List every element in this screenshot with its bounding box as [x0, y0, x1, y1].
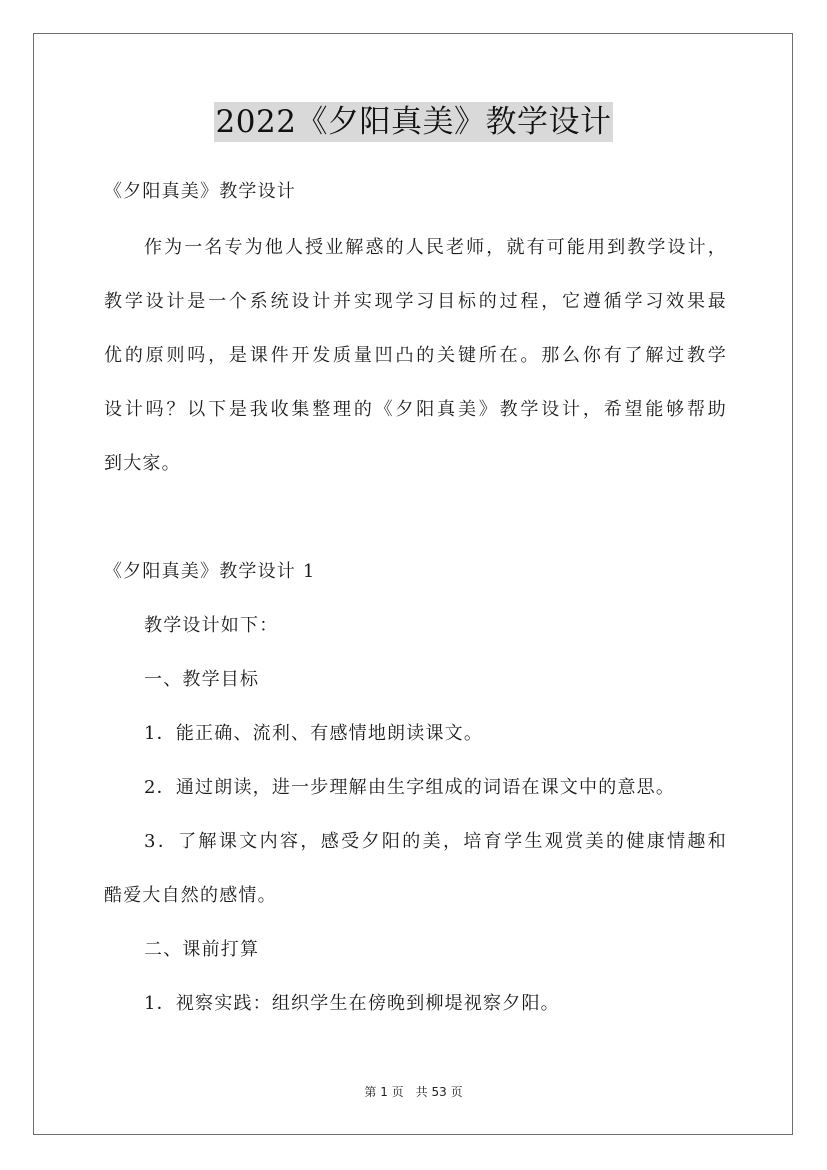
section-line-2: 一、教学目标	[144, 669, 260, 690]
section-line-8: 1．视察实践：组织学生在傍晚到柳堤视察夕阳。	[144, 993, 560, 1014]
section-line-1: 教学设计如下：	[144, 615, 279, 636]
section-line-5: 3．了解课文内容，感受夕阳的美，培育学生观赏美的健康情趣和	[144, 831, 727, 852]
page-number-footer: 第 1 页 共 53 页	[364, 1085, 463, 1099]
intro-line-2: 教学设计是一个系统设计并实现学习目标的过程，它遵循学习效果最	[104, 291, 727, 312]
section-line-7: 二、课前打算	[144, 939, 260, 960]
section-line-3: 1．能正确、流利、有感情地朗读课文。	[144, 723, 484, 744]
intro-line-5: 到大家。	[104, 453, 181, 474]
section-line-4: 2．通过朗读，进一步理解由生字组成的词语在课文中的意思。	[144, 777, 676, 798]
section-heading: 《夕阳真美》教学设计 1	[104, 561, 316, 582]
section-line-6: 酷爱大自然的感情。	[104, 885, 277, 906]
intro-line-4: 设计吗？以下是我收集整理的《夕阳真美》教学设计，希望能够帮助	[104, 399, 727, 420]
intro-line-3: 优的原则吗，是课件开发质量凹凸的关键所在。那么你有了解过教学	[104, 345, 727, 366]
document-subtitle: 《夕阳真美》教学设计	[104, 181, 296, 202]
intro-line-1: 作为一名专为他人授业解惑的人民老师，就有可能用到教学设计，	[144, 237, 727, 258]
document-title-block	[0, 102, 827, 142]
document-title: 2022《夕阳真美》教学设计	[215, 104, 612, 140]
